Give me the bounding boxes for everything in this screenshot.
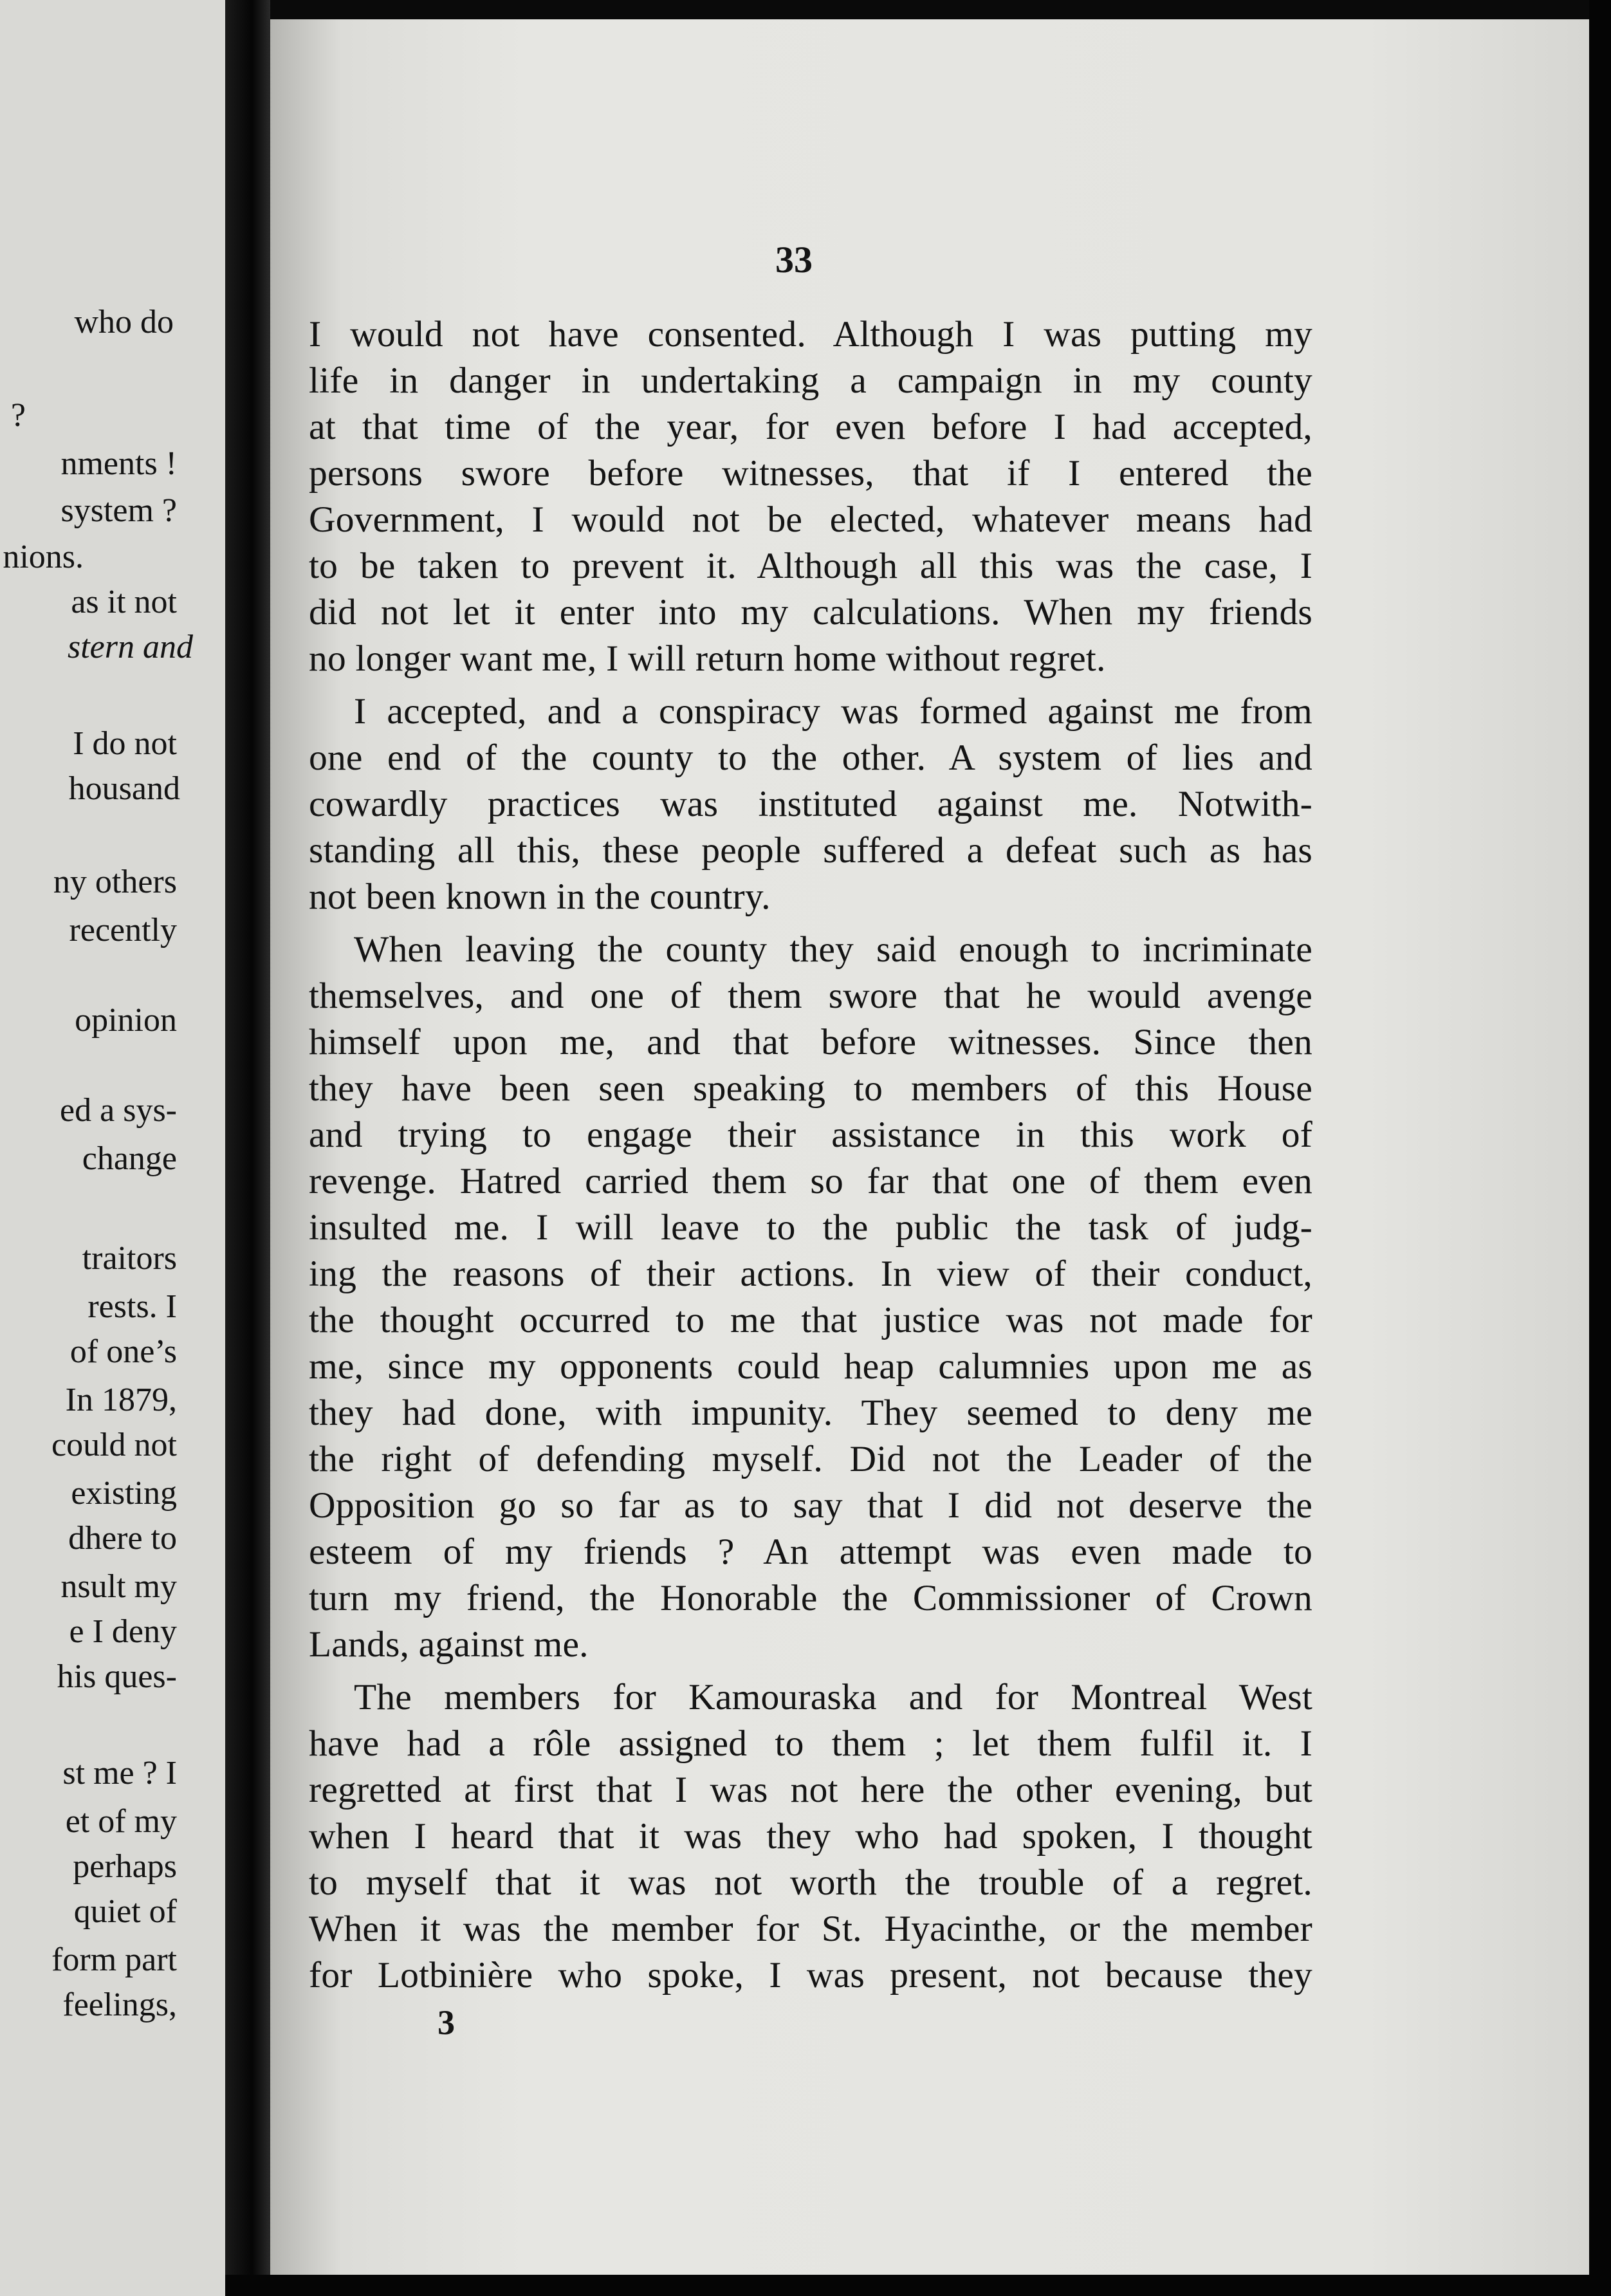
text-line: standing all this, these people suffered a defeat such as has [309, 830, 1312, 871]
paragraph-gap [309, 682, 1312, 689]
left-page-text-fragment: recently [69, 912, 177, 949]
text-line: turn my friend, the Honorable the Commissioner of Crown [309, 1578, 1312, 1618]
left-page-text-fragment: as it not [71, 584, 177, 620]
text-line: not been known in the country. [309, 876, 771, 917]
text-line: the thought occurred to me that justice was not made for [309, 1300, 1312, 1340]
left-page-text-fragment: dhere to [68, 1520, 177, 1557]
text-line: for Lotbinière who spoke, I was present, not because they [309, 1955, 1312, 1995]
left-page-text-fragment: nsult my [60, 1568, 177, 1605]
scan-bottom-border [225, 2275, 1611, 2296]
text-line: me, since my opponents could heap calumnies upon me as [309, 1346, 1312, 1387]
paragraph [309, 1674, 1312, 1999]
text-line: The members for Kamouraska and for Montreal West [354, 1677, 1312, 1717]
text-line: when I heard that it was they who had spoken, I thought [309, 1816, 1312, 1856]
paragraph-gap [309, 1668, 1312, 1674]
text-line: insulted me. I will leave to the public the task of judg- [309, 1207, 1312, 1248]
left-page-text-fragment: existing [71, 1475, 177, 1512]
left-page-text-fragment: his ques- [57, 1658, 177, 1695]
left-page-text-fragment: system ? [60, 492, 177, 529]
left-page-text-fragment: In 1879, [65, 1382, 177, 1418]
left-page-text-fragment: change [82, 1140, 177, 1177]
text-line: ing the reasons of their actions. In view of their conduct, [309, 1254, 1312, 1294]
text-line: esteem of my friends ? An attempt was even made to [309, 1532, 1312, 1572]
text-line: themselves, and one of them swore that he would avenge [309, 976, 1312, 1016]
page-number: 33 [775, 239, 813, 281]
text-line: they had done, with impunity. They seemed to deny me [309, 1393, 1312, 1433]
text-line: one end of the county to the other. A system of lies and [309, 737, 1312, 778]
text-line: persons swore before witnesses, that if I entered the [309, 453, 1312, 494]
text-line: the right of defending myself. Did not the Leader of the [309, 1439, 1312, 1479]
text-line: revenge. Hatred carried them so far that one of them even [309, 1161, 1312, 1201]
left-page-text-fragment: housand [68, 770, 180, 807]
text-line: When it was the member for St. Hyacinthe, or the member [309, 1909, 1312, 1949]
text-line: Lands, against me. [309, 1624, 589, 1665]
left-page-text-fragment: nments ! [60, 445, 177, 482]
text-line: to be taken to prevent it. Although all this was the case, I [309, 546, 1312, 586]
text-line: When leaving the county they said enough to incriminate [354, 929, 1312, 970]
scan-top-border [225, 0, 1611, 19]
left-page-text-fragment: form part [51, 1941, 177, 1978]
left-page-text-fragment: rests. I [87, 1288, 177, 1325]
left-page-text-fragment: feelings, [62, 1986, 177, 2023]
left-page-text-fragment: opinion [75, 1002, 177, 1039]
paragraph [309, 311, 1312, 682]
left-page-text-fragment: e I deny [69, 1613, 177, 1650]
text-line: and trying to engage their assistance in this work of [309, 1115, 1312, 1155]
text-line: at that time of the year, for even before I had accepted, [309, 407, 1312, 447]
paragraph [309, 927, 1312, 1668]
paragraph-gap [309, 920, 1312, 927]
text-line: have had a rôle assigned to them ; let them fulfil it. I [309, 1723, 1312, 1764]
left-page-text-fragment: quiet of [73, 1893, 177, 1930]
book-gutter [225, 0, 270, 2296]
left-page-text-fragment: could not [51, 1427, 177, 1463]
left-page-text-fragment: ny others [53, 864, 177, 900]
text-line: regretted at first that I was not here the other evening, but [309, 1770, 1312, 1810]
body-text [309, 311, 1312, 1999]
text-line: I would not have consented. Although I was putting my [309, 314, 1312, 355]
left-page-text-fragment: ed a sys- [60, 1092, 177, 1129]
left-page-text-fragment: who do [74, 304, 174, 340]
text-line: no longer want me, I will return home without regret. [309, 638, 1106, 679]
left-page-text-fragment: perhaps [73, 1848, 177, 1885]
text-line: Government, I would not be elected, whatever means had [309, 499, 1312, 540]
text-line: himself upon me, and that before witnesses. Since then [309, 1022, 1312, 1062]
left-page-text-fragment: nions. [3, 539, 84, 575]
left-page-text-fragment: st me ? I [62, 1755, 177, 1791]
left-page-text-fragment: traitors [82, 1240, 177, 1277]
left-facing-page-fragment [0, 0, 225, 2296]
text-line: life in danger in undertaking a campaign in my county [309, 360, 1312, 401]
text-line: Opposition go so far as to say that I did not deserve the [309, 1485, 1312, 1526]
left-page-text-fragment: ? [10, 397, 26, 434]
text-line: did not let it enter into my calculations. When my friends [309, 592, 1312, 633]
left-page-text-fragment: I do not [73, 725, 177, 762]
paragraph [309, 689, 1312, 920]
text-line: I accepted, and a conspiracy was formed against me from [354, 691, 1312, 732]
text-line: they have been seen speaking to members of this House [309, 1068, 1312, 1109]
scan-right-border [1589, 0, 1611, 2296]
text-line: cowardly practices was instituted against me. Notwith- [309, 784, 1312, 824]
left-page-text-fragment: et of my [65, 1803, 177, 1840]
left-page-text-fragment: of one’s [69, 1333, 177, 1370]
signature-mark: 3 [437, 2003, 455, 2042]
left-page-text-fragment: stern and [68, 629, 193, 665]
text-line: to myself that it was not worth the trouble of a regret. [309, 1862, 1312, 1903]
